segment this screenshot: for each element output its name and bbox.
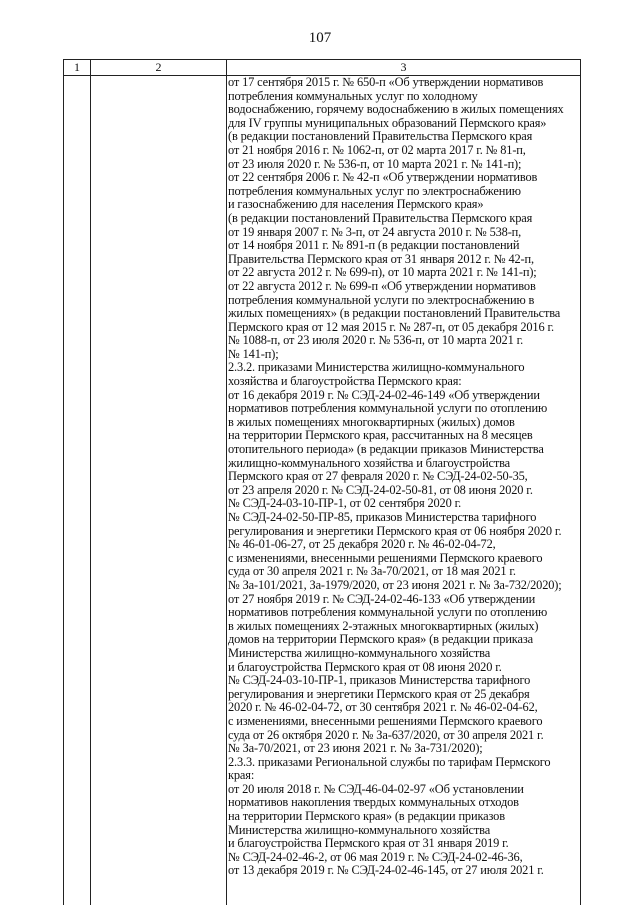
column-3-text (228, 76, 578, 878)
text-line: от 22 августа 2012 г. № 699-п «Об утверждении нормативов (228, 278, 536, 293)
text-line: с изменениями, внесенными решениями Пермского краевого (228, 713, 543, 728)
text-line: в жилых помещениях многоквартирных (жилых) домов (228, 414, 515, 429)
text-line: № СЭД-24-03-10-ПР-1, приказов Министерства тарифного (228, 673, 531, 688)
text-line: Пермского края от 12 мая 2015 г. № 287-п, от 05 декабря 2016 г. (228, 319, 554, 334)
text-line: хозяйства и благоустройства Пермского края: (228, 374, 462, 389)
text-line: № 141-п); (228, 346, 279, 361)
text-line: от 23 июля 2020 г. № 536-п, от 10 марта 2021 г. № 141-п); (228, 156, 522, 171)
table-header-row (64, 59, 580, 76)
text-line: 2.3.3. приказами Региональной службы по тарифам Пермского (228, 754, 551, 769)
text-line: № За-70/2021, от 23 июня 2021 г. № За-731/2020); (228, 741, 483, 756)
text-line: Министерства жилищно-коммунального хозяйства (228, 822, 491, 837)
column-header-2: 2 (155, 60, 162, 74)
text-line: от 22 сентября 2006 г. № 42-п «Об утверждении нормативов (228, 170, 538, 185)
text-line: № 1088-п, от 23 июля 2020 г. № 536-п, от 10 марта 2021 г. (228, 333, 524, 348)
text-line: от 19 января 2007 г. № 3-п, от 24 августа 2010 г. № 538-п, (228, 224, 522, 239)
text-line: № 46-01-06-27, от 25 декабря 2020 г. № 46-02-04-72, (228, 537, 496, 552)
text-line: № СЭД-24-02-46-2, от 06 мая 2019 г. № СЭД-24-02-46-36, (228, 849, 523, 864)
text-line: от 13 декабря 2019 г. № СЭД-24-02-46-145, от 27 июля 2021 г. (228, 863, 544, 878)
column-header-3: 3 (400, 60, 407, 74)
text-line: от 23 апреля 2020 г. № СЭД-24-02-50-81, от 08 июня 2020 г. (228, 482, 533, 497)
text-line: потребления коммунальных услуг по электроснабжению (228, 183, 521, 198)
text-line: от 22 августа 2012 г. № 699-п), от 10 марта 2021 г. № 141-п); (228, 265, 537, 280)
text-line: Министерства жилищно-коммунального хозяйства (228, 645, 491, 660)
text-line: на территории Пермского края, рассчитанных на 8 месяцев (228, 428, 533, 443)
text-line: с изменениями, внесенными решениями Пермского краевого (228, 550, 543, 565)
text-line: нормативов потребления коммунальной услуги по отоплению (228, 401, 548, 416)
text-line: (в редакции постановлений Правительства Пермского края (228, 129, 533, 144)
text-line: на территории Пермского края» (в редакции приказов (228, 809, 505, 824)
text-line: 2020 г. № 46-02-04-72, от 30 сентября 2021 г. № 46-02-04-62, (228, 700, 538, 715)
text-line: и газоснабжению для населения Пермского края» (228, 197, 484, 212)
text-line: (в редакции постановлений Правительства Пермского края (228, 210, 533, 225)
text-line: нормативов потребления коммунальной услуги по отоплению (228, 605, 548, 620)
text-line: Пермского края от 27 февраля 2020 г. № СЭД-24-02-50-35, (228, 469, 528, 484)
text-line: и благоустройства Пермского края от 08 июня 2020 г. (228, 659, 502, 674)
text-line: потребления коммунальных услуг по холодному (228, 88, 478, 103)
page-number: 107 (308, 30, 332, 46)
text-line: Правительства Пермского края от 31 января 2012 г. № 42-п, (228, 251, 534, 266)
text-line: от 27 ноября 2019 г. № СЭД-24-02-46-133 «Об утверждении (228, 591, 536, 606)
text-line: 2.3.2. приказами Министерства жилищно-коммунального (228, 360, 525, 375)
text-line: для IV группы муниципальных образований Пермского края» (228, 115, 547, 130)
text-line: в жилых помещениях 2-этажных многоквартирных (жилых) (228, 618, 539, 633)
text-line: № СЭД-24-03-10-ПР-1, от 02 сентября 2020 г. (228, 496, 462, 511)
text-line: от 21 ноября 2016 г. № 1062-п, от 02 марта 2017 г. № 81-п, (228, 142, 526, 157)
text-line: регулирования и энергетики Пермского края от 25 декабря (228, 686, 530, 701)
text-line: от 16 декабря 2019 г. № СЭД-24-02-46-149 «Об утверждении (228, 387, 540, 402)
text-line: суда от 26 октября 2020 г. № За-637/2020, от 30 апреля 2021 г. (228, 727, 544, 742)
text-line: и благоустройства Пермского края от 31 января 2019 г. (228, 836, 509, 851)
text-line: нормативов накопления твердых коммунальных отходов (228, 795, 519, 810)
column-header-1: 1 (74, 60, 80, 74)
text-line: № За-101/2021, За-1979/2020, от 23 июня 2021 г. № За-732/2020); (228, 577, 562, 592)
text-line: жилых помещениях» (в редакции постановлений Правительства (228, 306, 561, 321)
text-line: домов на территории Пермского края» (в редакции приказа (228, 632, 533, 647)
column-divider-2 (226, 59, 227, 905)
text-line: жилищно-коммунального хозяйства и благоустройства (228, 455, 510, 470)
text-line: потребления коммунальной услуги по электроснабжению в (228, 292, 535, 307)
text-line: от 20 июля 2018 г. № СЭД-46-04-02-97 «Об установлении (228, 781, 524, 796)
text-line: водоснабжению, горячему водоснабжению в жилых помещениях (228, 102, 564, 117)
regulations-table (63, 59, 581, 905)
text-line: от 14 ноября 2011 г. № 891-п (в редакции постановлений (228, 238, 520, 253)
text-line: № СЭД-24-02-50-ПР-85, приказов Министерства тарифного (228, 510, 537, 524)
text-line: суда от 30 апреля 2021 г. № За-70/2021, от 18 мая 2021 г. (228, 564, 516, 579)
column-divider-1 (90, 59, 91, 905)
text-line: регулирования и энергетики Пермского края от 06 ноября 2020 г. (228, 523, 562, 538)
text-line: края: (228, 768, 255, 783)
text-line: от 17 сентября 2015 г. № 650-п «Об утверждении нормативов (228, 75, 544, 89)
text-line: отопительного периода» (в редакции приказов Министерства (228, 442, 544, 457)
